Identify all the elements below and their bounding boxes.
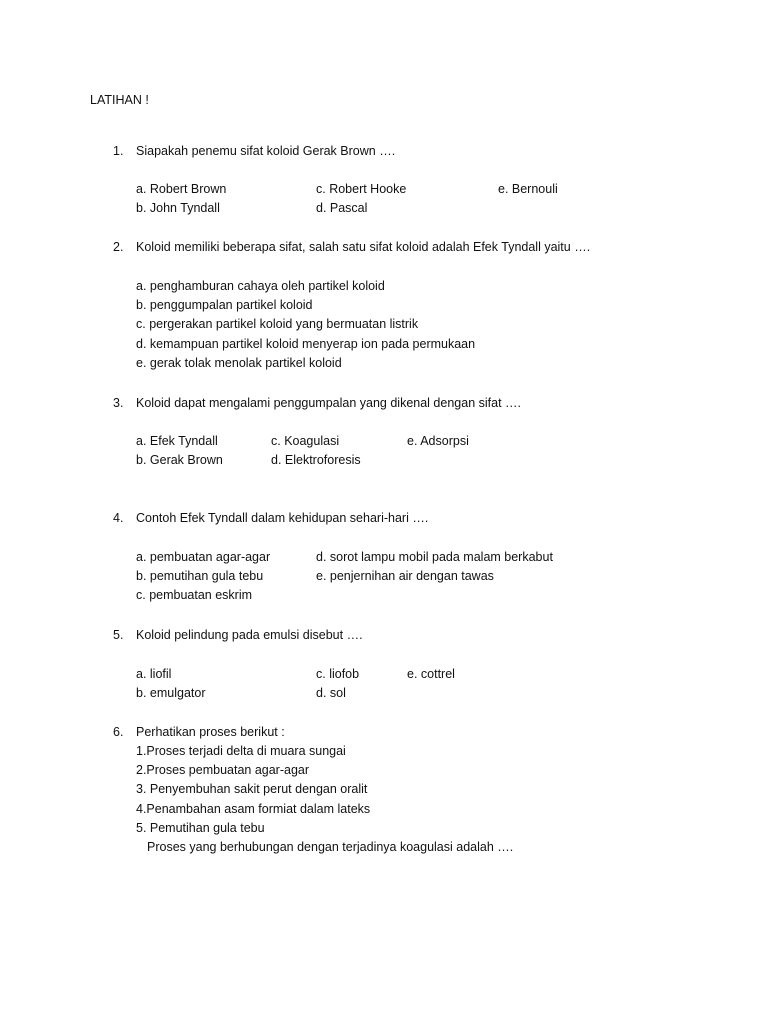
question-number: 1. bbox=[113, 144, 124, 158]
question-number: 6. bbox=[113, 725, 124, 739]
answer-option: b. pemutihan gula tebu bbox=[136, 569, 264, 583]
process-item: 5. Pemutihan gula tebu bbox=[136, 821, 265, 835]
question-number: 4. bbox=[113, 511, 124, 525]
process-item: 4.Penambahan asam formiat dalam lateks bbox=[136, 802, 371, 816]
answer-option: a. penghamburan cahaya oleh partikel koloid bbox=[136, 279, 385, 293]
question-number: 2. bbox=[113, 240, 124, 254]
answer-option: b. John Tyndall bbox=[136, 201, 220, 215]
answer-option: a. Robert Brown bbox=[136, 182, 227, 196]
answer-option: c. Koagulasi bbox=[271, 434, 340, 448]
process-item: 2.Proses pembuatan agar-agar bbox=[136, 763, 310, 777]
process-item: 1.Proses terjadi delta di muara sungai bbox=[136, 744, 346, 758]
question-closing: Proses yang berhubungan dengan terjadinya koagulasi adalah …. bbox=[147, 840, 514, 854]
question-text: Contoh Efek Tyndall dalam kehidupan sehari-hari …. bbox=[136, 511, 429, 525]
page-title: LATIHAN ! bbox=[90, 93, 149, 107]
answer-option: e. gerak tolak menolak partikel koloid bbox=[136, 356, 342, 370]
answer-option: c. pembuatan eskrim bbox=[136, 588, 253, 602]
answer-option: e. Bernouli bbox=[498, 182, 558, 196]
answer-option: d. kemampuan partikel koloid menyerap ion pada permukaan bbox=[136, 337, 476, 351]
question-text: Koloid dapat mengalami penggumpalan yang dikenal dengan sifat …. bbox=[136, 396, 521, 410]
question-text: Koloid pelindung pada emulsi disebut …. bbox=[136, 628, 363, 642]
question-text: Koloid memiliki beberapa sifat, salah satu sifat koloid adalah Efek Tyndall yaitu …. bbox=[136, 240, 591, 254]
answer-option: b. emulgator bbox=[136, 686, 206, 700]
answer-option: e. penjernihan air dengan tawas bbox=[316, 569, 494, 583]
answer-option: d. sol bbox=[316, 686, 346, 700]
answer-option: d. Pascal bbox=[316, 201, 368, 215]
process-item: 3. Penyembuhan sakit perut dengan oralit bbox=[136, 782, 368, 796]
question-text: Perhatikan proses berikut : bbox=[136, 725, 285, 739]
question-text: Siapakah penemu sifat koloid Gerak Brown …. bbox=[136, 144, 396, 158]
answer-option: d. sorot lampu mobil pada malam berkabut bbox=[316, 550, 553, 564]
answer-option: c. pergerakan partikel koloid yang bermuatan listrik bbox=[136, 317, 419, 331]
question-number: 3. bbox=[113, 396, 124, 410]
answer-option: b. Gerak Brown bbox=[136, 453, 223, 467]
answer-option: a. pembuatan agar-agar bbox=[136, 550, 271, 564]
answer-option: d. Elektroforesis bbox=[271, 453, 361, 467]
answer-option: a. Efek Tyndall bbox=[136, 434, 218, 448]
answer-option: a. liofil bbox=[136, 667, 172, 681]
answer-option: e. Adsorpsi bbox=[407, 434, 469, 448]
answer-option: c. liofob bbox=[316, 667, 360, 681]
answer-option: c. Robert Hooke bbox=[316, 182, 407, 196]
answer-option: e. cottrel bbox=[407, 667, 455, 681]
answer-option: b. penggumpalan partikel koloid bbox=[136, 298, 313, 312]
question-number: 5. bbox=[113, 628, 124, 642]
